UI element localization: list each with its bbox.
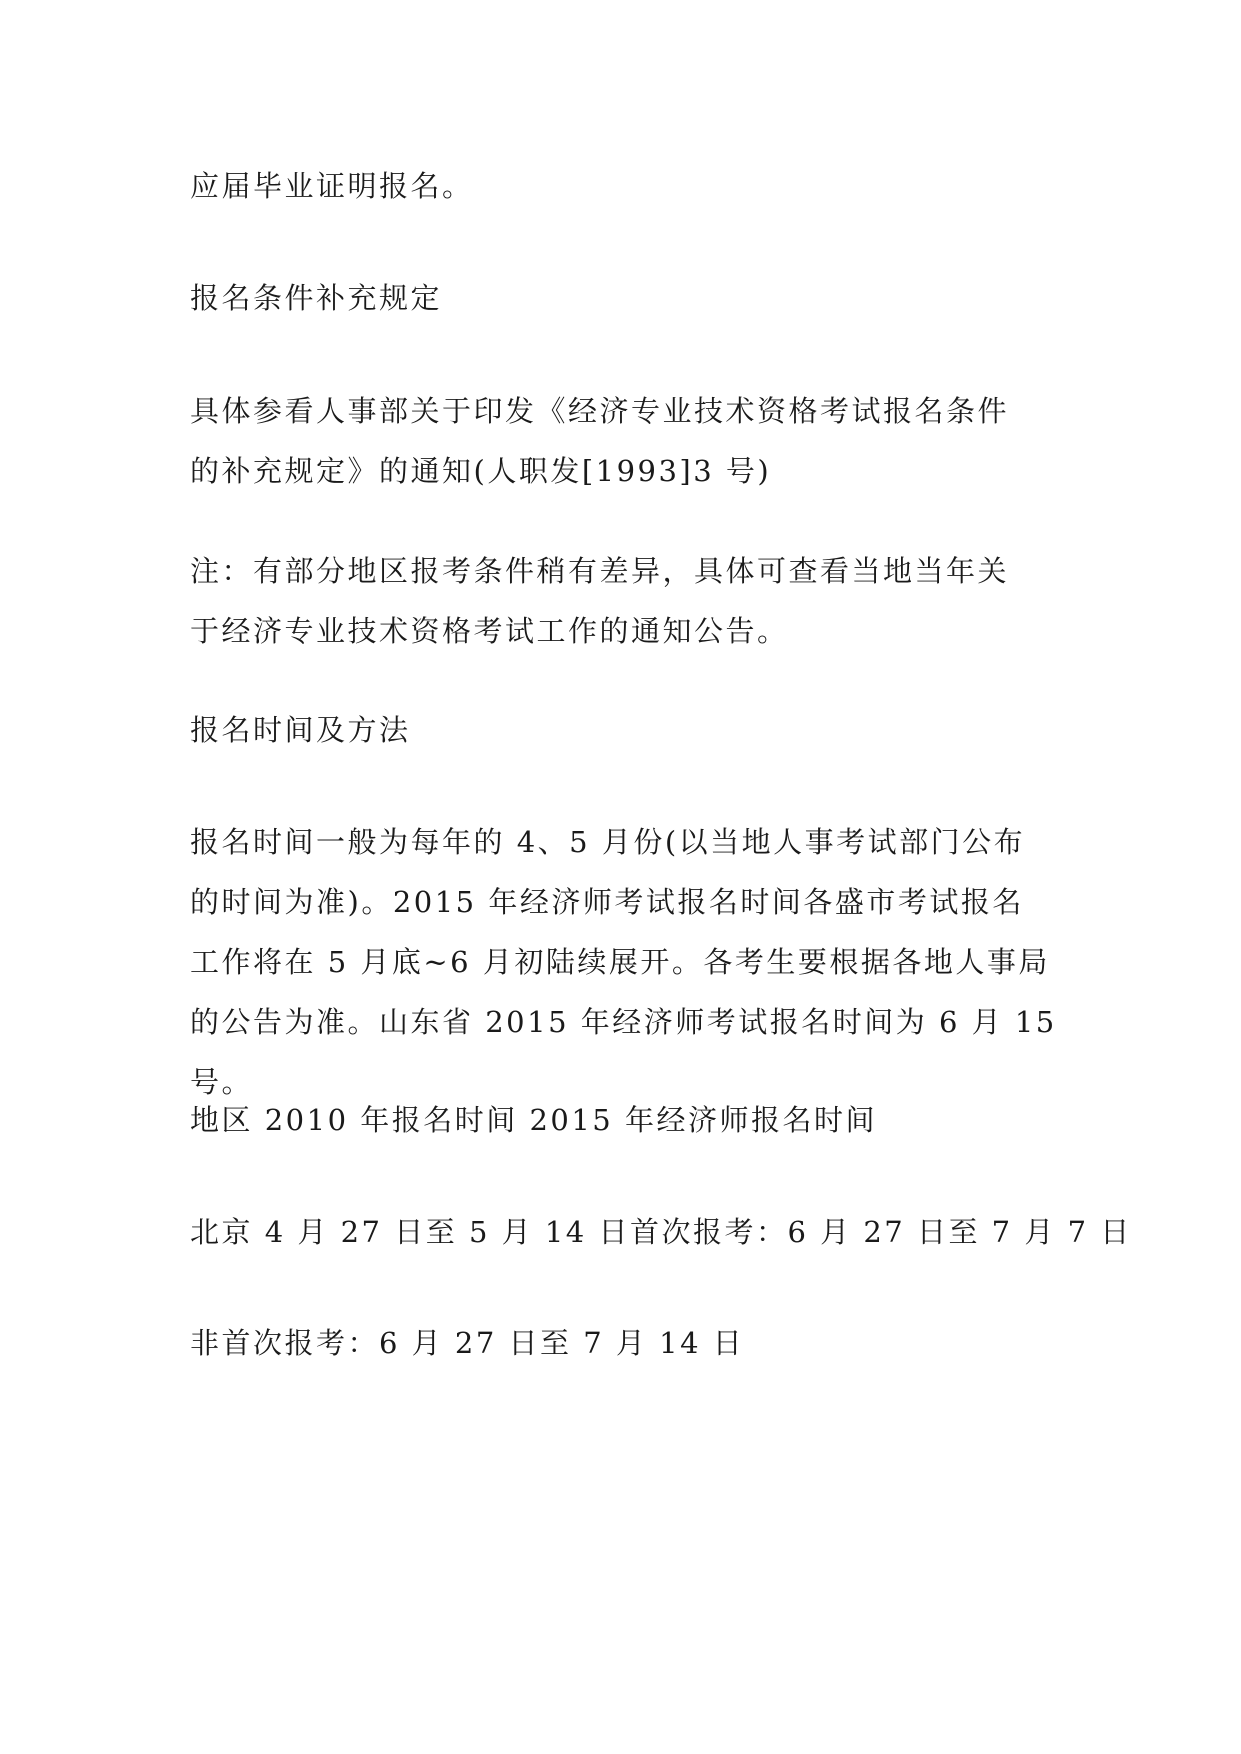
heading-text: 报名时间及方法 <box>190 713 411 747</box>
paragraph-registration-time <box>190 812 1057 1112</box>
paragraph-line: 号。 <box>190 1065 254 1099</box>
heading-supplementary-rules <box>190 268 1052 328</box>
paragraph-supplementary-rules <box>190 381 1052 501</box>
paragraph-line: 的公告为准。山东省 2015 年经济师考试报名时间为 6 月 15 <box>190 1005 1057 1039</box>
paragraph-line: 地区 2010 年报名时间 2015 年经济师报名时间 <box>190 1103 877 1137</box>
paragraph-line: 的补充规定》的通知(人职发[1993]3 号) <box>190 454 772 488</box>
paragraph-line: 工作将在 5 月底~6 月初陆续展开。各考生要根据各地人事局 <box>190 945 1050 979</box>
table-header-line <box>190 1090 1052 1150</box>
paragraph-line: 非首次报考：6 月 27 日至 7 月 14 日 <box>190 1326 745 1360</box>
paragraph-note <box>190 541 1052 661</box>
beijing-dates-line <box>190 1202 1132 1262</box>
paragraph-line: 注：有部分地区报考条件稍有差异，具体可查看当地当年关 <box>190 554 1010 588</box>
non-first-time-dates-line <box>190 1313 1052 1373</box>
paragraph-graduation-proof <box>190 156 1052 216</box>
paragraph-line: 具体参看人事部关于印发《经济专业技术资格考试报名条件 <box>190 394 1010 428</box>
paragraph-line: 北京 4 月 27 日至 5 月 14 日首次报考：6 月 27 日至 7 月 7 日 <box>190 1215 1132 1249</box>
heading-text: 报名条件补充规定 <box>190 281 443 315</box>
paragraph-line: 于经济专业技术资格考试工作的通知公告。 <box>190 614 789 648</box>
paragraph-line: 的时间为准)。2015 年经济师考试报名时间各盛市考试报名 <box>190 885 1024 919</box>
paragraph-line: 应届毕业证明报名。 <box>190 169 474 203</box>
heading-registration-time <box>190 700 1052 760</box>
paragraph-line: 报名时间一般为每年的 4、5 月份(以当地人事考试部门公布 <box>190 825 1026 859</box>
